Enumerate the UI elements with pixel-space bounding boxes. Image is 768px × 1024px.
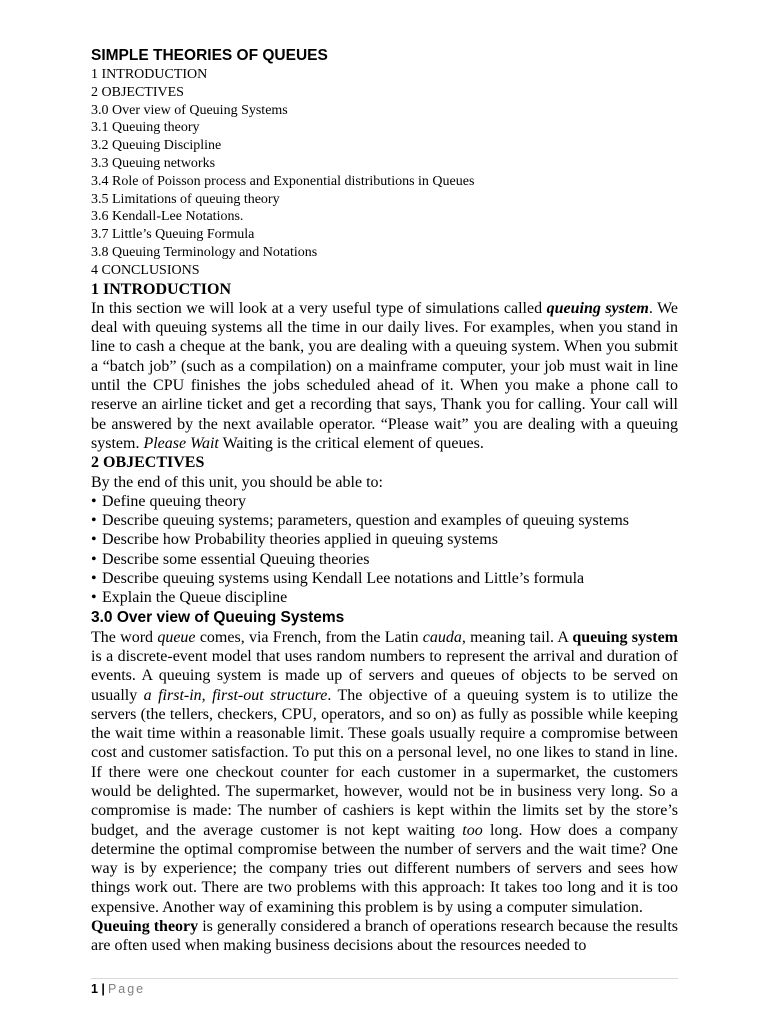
document-page xyxy=(91,46,678,956)
toc-item: 4 CONCLUSIONS xyxy=(91,262,200,278)
toc-item: 3.2 Queuing Discipline xyxy=(91,138,222,154)
list-item: • Describe how Probability theories applied in queuing systems xyxy=(91,531,498,549)
toc-item: 2 OBJECTIVES xyxy=(91,84,184,100)
footer-separator: | xyxy=(97,982,105,996)
table-of-contents xyxy=(91,66,678,280)
objectives-lead: By the end of this unit, you should be able to: xyxy=(91,473,383,491)
page-footer xyxy=(91,980,145,998)
bullet-icon: • xyxy=(91,531,97,549)
bullet-icon: • xyxy=(91,492,97,510)
toc-item: 3.0 Over view of Queuing Systems xyxy=(91,102,288,118)
section-heading-overview: 3.0 Over view of Queuing Systems xyxy=(91,608,345,626)
bullet-icon: • xyxy=(91,512,97,530)
page-label: Page xyxy=(107,982,146,996)
list-item: • Describe queuing systems; parameters, question and examples of queuing systems xyxy=(91,512,629,530)
toc-item: 3.3 Queuing networks xyxy=(91,155,216,171)
introduction-paragraph: In this section we will look at a very useful type of simulations called queuing system. We deal with queuing systems all the time in our daily lives. For examples, when you stand in line to cash a cheque at the bank, you are dealing with a queuing system. When you submit a “batch job” (such as a compilation) on a mainframe computer, your job must wait in line until the CPU finishes the jobs scheduled ahead of it. When you make a phone call to reserve an airline ticket and get a recording that says, Thank you for calling. Your call will be answered by the next available operator. “Please wait” you are dealing with a queuing system. Please Wait Waiting is the critical element of queues. xyxy=(91,299,678,452)
emphasis-term: queuing system xyxy=(546,299,649,317)
bullet-icon: • xyxy=(91,570,97,588)
toc-item: 1 INTRODUCTION xyxy=(91,67,208,82)
bullet-icon: • xyxy=(91,550,97,568)
overview-paragraph: The word queue comes, via French, from the Latin cauda, meaning tail. A queuing system is a discrete-event model that uses random numbers to represent the arrival and duration of events. A queuing system is made up of servers and queues of objects to be served on usually a first-in, first-out structure. The objective of a queuing system is to utilize the servers (the tellers, checkers, CPU, operators, and so on) as fully as possible while keeping the wait time within a reasonable limit. These goals usually require a compromise between cost and customer satisfaction. To put this on a personal level, no one likes to stand in line. If there were one checkout counter for each customer in a supermarket, the customers would be delighted. The supermarket, however, would not be in business very long. So a compromise is made: The number of cashiers is kept within the limits set by the store’s budget, and the average customer is not kept waiting too long. How does a company determine the optimal compromise between the number of servers and the wait time? One way is by experience; the company tries out different numbers of servers and sees how things work out. There are two problems with this approach: It takes too long and it is too expensive. Another way of examining this problem is by using a computer simulation. xyxy=(91,628,679,916)
toc-item: 3.1 Queuing theory xyxy=(91,120,200,136)
objectives-list xyxy=(91,492,678,608)
toc-item: 3.8 Queuing Terminology and Notations xyxy=(91,244,318,260)
document-title: SIMPLE THEORIES OF QUEUES xyxy=(91,47,328,64)
list-item: • Describe queuing systems using Kendall Lee notations and Little’s formula xyxy=(91,570,585,588)
footer-divider xyxy=(91,978,678,979)
toc-item: 3.7 Little’s Queuing Formula xyxy=(91,227,255,243)
toc-item: 3.5 Limitations of queuing theory xyxy=(91,191,280,207)
list-item: • Define queuing theory xyxy=(91,492,246,510)
bullet-icon: • xyxy=(91,589,97,607)
section-heading-introduction: 1 INTRODUCTION xyxy=(91,280,232,298)
list-item: • Describe some essential Queuing theories xyxy=(91,550,370,568)
toc-item: 3.6 Kendall-Lee Notations. xyxy=(91,209,244,225)
queuing-theory-paragraph: Queuing theory is generally considered a branch of operations research because the results are often used when making business decisions about the resources needed to xyxy=(91,918,678,955)
section-heading-objectives: 2 OBJECTIVES xyxy=(91,454,205,472)
toc-item: 3.4 Role of Poisson process and Exponential distributions in Queues xyxy=(91,173,475,189)
list-item: • Explain the Queue discipline xyxy=(91,589,288,607)
page-number: 1 xyxy=(91,982,98,996)
